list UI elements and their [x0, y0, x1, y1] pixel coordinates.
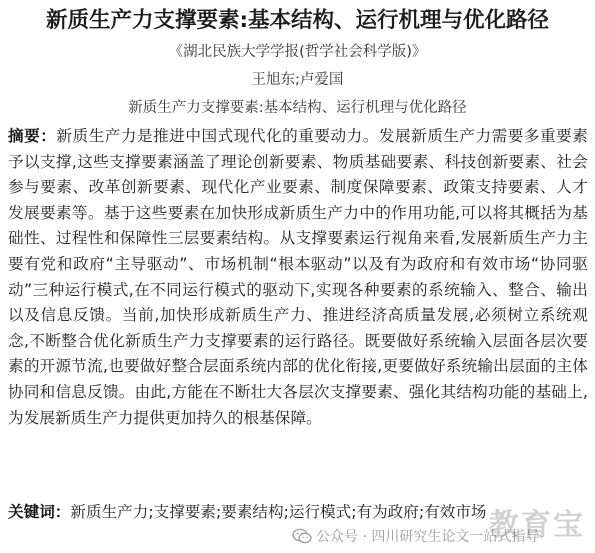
keywords: [8, 500, 588, 525]
watermark-text: 公众号 · 四川研究生论文一站式指导: [316, 529, 540, 545]
journal-name: 《湖北民族大学学报(哲学社会科学版)》: [168, 44, 427, 60]
keywords-label: 关键词：: [8, 503, 71, 521]
abstract: [8, 124, 588, 431]
abstract-text: 新质生产力是推进中国式现代化的重要动力。发展新质生产力需要多重要素予以支撑,这些支撑要素涵盖了理论创新要素、物质基础要素、科技创新要素、社会参与要素、改革创新要素、现代化产业要素、制度保障要素、政策支持要素、人才发展要素等。基于这些要素在加快形成新质生产力中的作用功能,可以将其概括为基础性、过程性和保障性三层要素结构。从支撑要素运行视角来看,发展新质生产力主要有党和政府“主导驱动”、市场机制“根本驱动”以及有为政府和有效市场“协同驱动”三种运行模式,在不同运行模式的驱动下,实现各种要素的系统输入、整合、输出以及信息反馈。当前,加快形成新质生产力、推进经济高质量发展,必须树立系统观念,不断整合优化新质生产力支撑要素的运行路径。既要做好系统输入层面各层次要素的开源节流,也要做好整合层面系统内部的优化衔接,更要做好系统输出层面的主体协同和信息反馈。由此,方能在不断壮大各层次支撑要素、强化其结构功能的基础上,为发展新质生产力提供更加持久的根基保障。: [8, 127, 588, 427]
article-subtitle: 新质生产力支撑要素:基本结构、运行机理与优化路径: [128, 100, 467, 116]
keywords-text: 新质生产力;支撑要素;要素结构;运行模式;有为政府;有效市场: [70, 503, 487, 521]
article-title: 新质生产力支撑要素:基本结构、运行机理与优化路径: [45, 8, 550, 33]
watermark-line: [292, 523, 592, 549]
author-names: 王旭东;卢爱国: [251, 72, 344, 88]
watermark-logo: 教育宝: [489, 508, 585, 543]
wechat-icon: [292, 528, 312, 544]
abstract-label: 摘要：: [8, 127, 57, 145]
